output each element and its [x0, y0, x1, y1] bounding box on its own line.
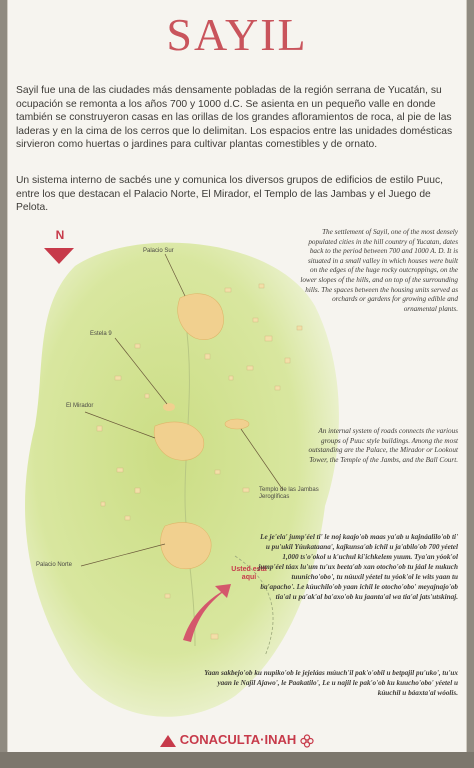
ruin-small — [163, 403, 175, 411]
ground-strip — [0, 752, 474, 768]
ruin-jambas — [225, 419, 249, 429]
north-indicator — [40, 228, 80, 268]
inah-flower-icon — [300, 734, 314, 748]
conaculta-inah-logo — [0, 732, 474, 748]
english-paragraph-2: An internal system of roads connects the various groups of Puuc style buildings. Among the most outstanding are the Palace, the Mirador or Lookout Tower, the Temple of the Jambs, and the Ball Court. — [308, 427, 458, 464]
maya-paragraph-1: Le je'ela' jump'éel ti' le noj kaajo'ob maas ya'ab u kajnáalilo'ob ti' u pu'ukil Yúukataana', kajkunsa'ab ichil u ja'abilo'ob 700 yéetel 1,000 ts'o'okol u k'uchul ki'ichkelem yuum. Tya'an yóok'ol jump'éel táax lu'um tu'ux beeta'ab xan otocho'ob tu jáal le nukuch tuunicho'obo', tu núuxil yéetel tu yóok'ol le wits yaan tu ba'apacho'. Le kúuchilo'ob yaan ichil le otocho'obo' meyajnajo'ob tia'al u pa'ak'al ba'axo'ob ku jaanta'al wa tia'al jats'utskinaj. — [258, 533, 458, 601]
label-palacio-norte: Palacio Norte — [36, 562, 73, 568]
ruin-palacio-norte — [161, 523, 212, 569]
you-are-here-label: Usted está aquí — [231, 566, 267, 581]
spanish-paragraph-1: Sayil fue una de las ciudades más densamente pobladas de la región serrana de Yucatán, su ocupación se remonta a los años 700 y 1000 d.C. Se asienta en un pequeño valle en donde también se construyeron casas en las orillas de los grandes afloramientos de roca, al pie de las laderas y en la cima de los cerros que lo delimitan. Los espacios entre las unidades domésticas sirvieron como huertas o jardines para cultivar plantas comestibles y de ornato. — [16, 85, 453, 151]
label-templo-jambas: Templo de las Jambas Jeroglíficas — [259, 487, 319, 500]
label-el-mirador: El Mirador — [66, 403, 94, 409]
spanish-paragraph-2: Un sistema interno de sacbés une y comunica los diversos grupos de edificios de estilo Puuc, entre los que destacan el Palacio Norte, El Mirador, el Templo de las Jambas y el Juego de Pelota. — [16, 175, 443, 214]
conaculta-triangle-icon — [160, 735, 176, 747]
english-paragraph-1: The settlement of Sayil, one of the most densely populated cities in the hill country of Yucatan, dates back to the period between 700 and 1000 A. D. It is situated in a small valley in which houses were built on the edges of the huge rocky outcroppings, on the lower slopes of the hills, and on top of the surrounding hills. The spaces between the housing units served as orchards or gardens for growing edible and ornamental plants. — [300, 228, 458, 313]
north-letter: N — [55, 228, 65, 242]
label-palacio-sur: Palacio Sur — [143, 248, 174, 254]
sign-title: SAYIL — [166, 9, 308, 60]
label-estela-9: Estela 9 — [90, 331, 112, 337]
logo-text: CONACULTA·INAH — [179, 732, 297, 747]
maya-paragraph-2: Yaan sakbejo'ob ku nupiko'ob le jejeláas múuch'il pak'o'obil u betpajil pu'uko', tu'ux yaan le Najil Ajawo', le Paakatilo', Le u najil le pak'o'ob ku kuucho'obo' yéetel u kúuchil u báaxta'al wóolis. — [204, 669, 458, 697]
